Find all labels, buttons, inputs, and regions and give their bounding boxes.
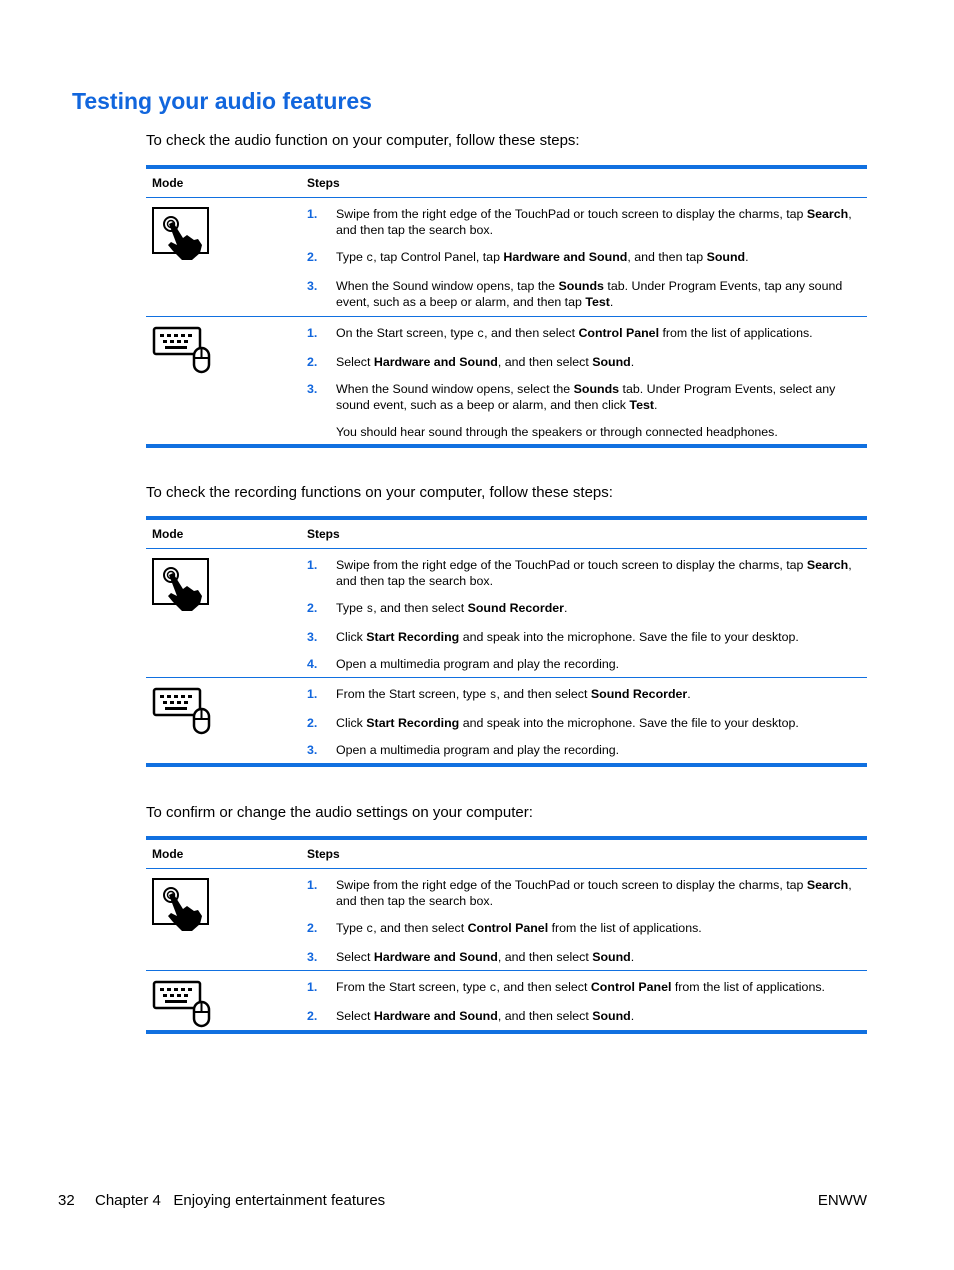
ui-term: Start Recording (366, 716, 460, 730)
step-item (307, 600, 867, 618)
step-item (307, 656, 867, 672)
ui-term: Search (806, 878, 849, 892)
step-item (307, 715, 867, 731)
step-number: 2. (307, 921, 318, 935)
text-run: , tap Control Panel, tap (373, 250, 504, 264)
steps-cell (307, 198, 867, 316)
text-run: When the Sound window opens, tap the (336, 279, 559, 293)
ui-term: Test (585, 295, 610, 309)
text-run: . (630, 1009, 635, 1023)
ui-term: Sound (592, 355, 631, 369)
table-row (146, 869, 867, 970)
mode-cell (146, 678, 307, 763)
locale-code: ENWW (817, 1192, 867, 1209)
ui-term: Search (806, 558, 849, 572)
step-text (336, 877, 867, 909)
ui-term: Hardware and Sound (373, 355, 498, 369)
touch-icon (152, 207, 212, 266)
step-number: 2. (307, 716, 318, 730)
step-text (336, 249, 867, 267)
keyboard-mouse-icon (152, 326, 214, 379)
ui-term: Sound (592, 950, 631, 964)
keyboard-mouse-icon (152, 687, 214, 740)
steps-cell (307, 869, 867, 970)
typed-key: c (366, 923, 374, 936)
step-number: 3. (307, 382, 318, 396)
table-row (146, 677, 867, 763)
mode-header: Mode (152, 847, 184, 861)
text-run: tab. Under Program Events, tap any sound event, such as a beep or alarm, and then tap (336, 279, 843, 309)
text-run: Swipe from the right edge of the TouchPad or touch screen to display the charms, tap (336, 878, 807, 892)
steps-header: Steps (307, 527, 340, 541)
step-text (336, 206, 867, 238)
step-note: You should hear sound through the speakers or through connected headphones. (336, 425, 778, 439)
step-number: 3. (307, 279, 318, 293)
typed-key: s (489, 689, 497, 702)
mode-header: Mode (152, 176, 184, 190)
steps-cell (307, 678, 867, 763)
step-text (336, 949, 867, 965)
step-item (307, 206, 867, 238)
text-run: , and then tap the search box. (336, 558, 852, 588)
step-item (307, 979, 867, 997)
step-item (307, 249, 867, 267)
intro-text: To check the audio function on your computer, follow these steps: (146, 132, 580, 149)
typed-key: c (366, 252, 374, 265)
text-run: , and then tap (627, 250, 707, 264)
text-run: From the Start screen, type (336, 687, 490, 701)
text-run: and speak into the microphone. Save the file to your desktop. (459, 716, 799, 730)
step-text (336, 715, 867, 731)
step-item (307, 325, 867, 343)
text-run: from the list of applications. (659, 326, 813, 340)
table-row (146, 970, 867, 1030)
text-run: , and then tap the search box. (336, 207, 852, 237)
step-item (307, 920, 867, 938)
text-run: . (630, 355, 635, 369)
mode-header: Mode (152, 527, 184, 541)
step-item (307, 1008, 867, 1024)
text-run: Swipe from the right edge of the TouchPad or touch screen to display the charms, tap (336, 558, 807, 572)
page-number: 32 (58, 1192, 75, 1209)
text-run: Click (336, 630, 367, 644)
step-number: 2. (307, 250, 318, 264)
mode-cell (146, 971, 307, 1030)
text-run: Select (336, 950, 374, 964)
text-run: , and then select (497, 1009, 593, 1023)
step-item (307, 949, 867, 965)
step-number: 4. (307, 657, 318, 671)
text-run: . (653, 398, 658, 412)
ui-term: Control Panel (578, 326, 660, 340)
step-text (336, 278, 867, 310)
text-run: Type (336, 601, 367, 615)
text-run: Open a multimedia program and play the recording. (336, 743, 620, 757)
step-text (336, 742, 867, 758)
text-run: . (687, 687, 691, 701)
step-item (307, 354, 867, 370)
intro-text: To confirm or change the audio settings on your computer: (146, 804, 533, 821)
mode-cell (146, 317, 307, 444)
step-item (307, 278, 867, 310)
step-number: 1. (307, 878, 318, 892)
text-run: From the Start screen, type (336, 980, 490, 994)
intro-text: To check the recording functions on your computer, follow these steps: (146, 484, 613, 501)
typed-key: s (366, 603, 374, 616)
ui-term: Sound Recorder (590, 687, 688, 701)
page-title: Testing your audio features (72, 88, 372, 114)
step-number: 1. (307, 558, 318, 572)
ui-term: Sounds (573, 382, 620, 396)
step-number: 3. (307, 743, 318, 757)
step-number: 1. (307, 207, 318, 221)
text-run: tab. Under Program Events, select any sound event, such as a beep or alarm, and then click (336, 382, 836, 412)
step-item (307, 629, 867, 645)
steps-cell (307, 549, 867, 677)
step-text (336, 381, 867, 413)
text-run: . (630, 950, 635, 964)
step-number: 2. (307, 601, 318, 615)
ui-term: Sound Recorder (467, 601, 564, 615)
text-run: , and then select (373, 921, 468, 935)
ui-term: Hardware and Sound (373, 1009, 498, 1023)
text-run: , and then select (484, 326, 579, 340)
step-text (336, 686, 867, 704)
step-text (336, 557, 867, 589)
text-run: . (745, 250, 749, 264)
text-run: , and then select (497, 950, 593, 964)
step-number: 3. (307, 630, 318, 644)
steps-table (146, 165, 867, 448)
step-text (336, 629, 867, 645)
step-number: 2. (307, 355, 318, 369)
text-run: . (609, 295, 614, 309)
text-run: , and then select (496, 687, 591, 701)
text-run: and speak into the microphone. Save the file to your desktop. (459, 630, 799, 644)
step-item (307, 381, 867, 413)
steps-table (146, 836, 867, 1034)
step-text (336, 920, 867, 938)
touch-icon (152, 558, 212, 617)
step-text (336, 656, 867, 672)
table-header (146, 840, 867, 869)
text-run: Type (336, 250, 367, 264)
mode-cell (146, 549, 307, 677)
step-item (307, 742, 867, 758)
chapter-title: Chapter 4 Enjoying entertainment features (95, 1192, 386, 1209)
text-run: Select (336, 355, 374, 369)
step-item (307, 557, 867, 589)
table-row (146, 316, 867, 444)
table-row (146, 549, 867, 677)
step-item (307, 877, 867, 909)
text-run: . (563, 601, 568, 615)
mode-cell (146, 198, 307, 316)
step-text (336, 1008, 867, 1024)
table-header (146, 520, 867, 549)
ui-term: Start Recording (366, 630, 460, 644)
steps-cell (307, 317, 867, 444)
page-footer (58, 1192, 867, 1209)
text-run: , and then select (497, 355, 593, 369)
steps-table (146, 516, 867, 767)
touch-icon (152, 878, 212, 937)
step-text (336, 354, 867, 370)
step-number: 1. (307, 980, 318, 994)
text-run: from the list of applications. (671, 980, 825, 994)
steps-cell (307, 971, 867, 1030)
ui-term: Hardware and Sound (373, 950, 498, 964)
text-run: Click (336, 716, 367, 730)
text-run: Select (336, 1009, 374, 1023)
text-run: On the Start screen, type (336, 326, 478, 340)
text-run: , and then tap the search box. (336, 878, 852, 908)
ui-term: Test (629, 398, 654, 412)
step-item (307, 686, 867, 704)
ui-term: Control Panel (590, 980, 672, 994)
steps-header: Steps (307, 176, 340, 190)
step-text (336, 979, 867, 997)
step-text (336, 325, 867, 343)
step-number: 2. (307, 1009, 318, 1023)
step-number: 1. (307, 687, 318, 701)
text-run: Type (336, 921, 367, 935)
text-run: When the Sound window opens, select the (336, 382, 574, 396)
step-number: 3. (307, 950, 318, 964)
step-number: 1. (307, 326, 318, 340)
text-run: , and then select (373, 601, 468, 615)
steps-header: Steps (307, 847, 340, 861)
text-run: , and then select (496, 980, 591, 994)
typed-key: c (477, 328, 485, 341)
ui-term: Sound (706, 250, 746, 264)
ui-term: Sound (592, 1009, 631, 1023)
text-run: from the list of applications. (548, 921, 702, 935)
mode-cell (146, 869, 307, 970)
step-text (336, 600, 867, 618)
table-header (146, 169, 867, 198)
text-run: Open a multimedia program and play the recording. (336, 657, 620, 671)
ui-term: Control Panel (467, 921, 549, 935)
typed-key: c (489, 982, 497, 995)
table-row (146, 198, 867, 316)
keyboard-mouse-icon (152, 980, 214, 1033)
ui-term: Hardware and Sound (503, 250, 628, 264)
text-run: Swipe from the right edge of the TouchPad or touch screen to display the charms, tap (336, 207, 807, 221)
ui-term: Search (806, 207, 849, 221)
ui-term: Sounds (558, 279, 604, 293)
